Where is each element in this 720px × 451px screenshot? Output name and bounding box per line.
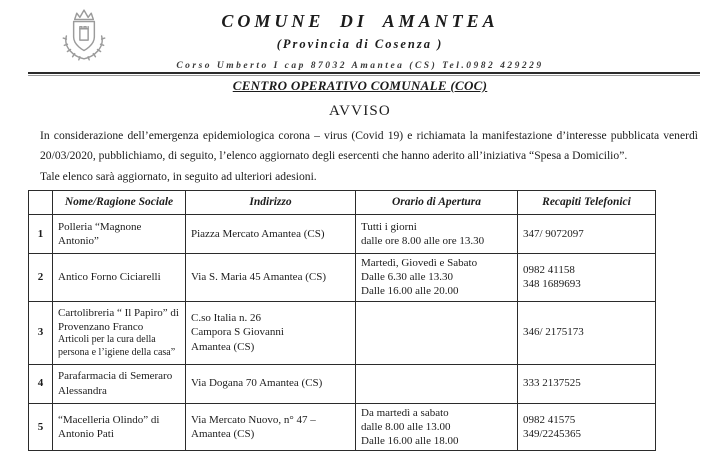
row-number-line: 4 [37,377,44,390]
merchant-name-line: Antico Forno Ciciarelli [58,271,161,284]
header-divider-thick-line [28,72,700,74]
notice-update-note: Tale elenco sarà aggiornato, in seguito ad ulteriori adesioni. [40,169,317,183]
opening-hours-line: Dalle 16.00 alle 18.00 [361,434,459,447]
merchant-name [53,215,186,254]
header-cell-address: Indirizzo [186,191,356,215]
merchant-address-line: Amantea (CS) [191,340,255,353]
merchant-name-subline: persona e l’igiene della casa” [58,346,176,358]
phone-numbers [518,215,656,254]
row-number [29,254,53,301]
opening-hours-line: dalle 8.00 alle 13.00 [361,420,451,433]
coc-heading: CENTRO OPERATIVO COMUNALE (COC) [232,78,488,93]
merchant-address-line: Campora S Giovanni [191,326,284,339]
merchant-name-line: Parafarmacia di Semeraro [58,370,173,383]
table-row [29,364,656,403]
table-row [29,301,656,364]
row-number-line: 2 [37,271,44,284]
opening-hours-line: Martedì, Giovedì e Sabato [361,257,478,270]
merchant-name-line: Antonio” [58,235,99,248]
merchant-address [186,254,356,301]
header-divider-rule [28,72,700,76]
opening-hours-line: Dalle 16.00 alle 20.00 [361,285,459,298]
opening-hours-line: Da martedì a sabato [361,406,449,419]
row-number-line: 3 [37,326,44,339]
row-number [29,215,53,254]
merchant-name [53,254,186,301]
merchant-address-line: Via Dogana 70 Amantea (CS) [191,377,323,390]
merchant-name [53,301,186,364]
table-row [29,403,656,450]
merchant-name-line: Polleria “Magnone [58,221,142,234]
row-number [29,364,53,403]
merchant-name-line: Cartolibreria “ Il Papiro” di [58,306,179,319]
phone-numbers-line: 333 2137525 [523,377,581,390]
phone-numbers [518,403,656,450]
merchant-name-line: Provenzano Franco [58,320,144,333]
address-line: Corso Umberto I cap 87032 Amantea (CS) Tel.0982 429229 [176,61,544,71]
merchant-name [53,364,186,403]
phone-numbers [518,254,656,301]
opening-hours-line: Dalle 6.30 alle 13.30 [361,271,453,284]
merchant-name-line: Antonio Pati [58,427,114,440]
table-header-row [29,191,656,215]
opening-hours-line: Tutti i giorni [361,221,417,234]
header-cell-number [29,191,53,215]
merchant-address [186,301,356,364]
phone-numbers-line: 0982 41158 [523,264,575,277]
merchant-address [186,364,356,403]
merchant-address-line: Via Mercato Nuovo, n° 47 – [191,413,316,426]
phone-numbers [518,364,656,403]
merchant-name-subline: Articoli per la cura della [58,333,156,345]
municipal-coat-of-arms-logo [52,7,116,65]
phone-numbers-line: 348 1689693 [523,278,581,291]
comune-title: COMUNE DI AMANTEA [221,11,499,31]
merchant-name [53,403,186,450]
table-row [29,254,656,301]
province-subtitle: (Provincia di Cosenza ) [276,37,444,51]
header-divider-thin-line [28,75,700,76]
table-row [29,215,656,254]
header-cell-phones: Recapiti Telefonici [518,191,656,215]
opening-hours [356,403,518,450]
row-number-line: 5 [37,420,44,433]
row-number [29,403,53,450]
opening-hours-line: dalle ore 8.00 alle ore 13.30 [361,235,485,248]
phone-numbers-line: 346/ 2175173 [523,326,584,339]
notice-paragraph: In considerazione dell’emergenza epidemiologica corona – virus (Covid 19) e richiamata la manifestazione d’interesse pubblicata venerdì 20/03/2020, pubblichiamo, di seguito, l’elenco aggiornato degli esercenti che hanno aderito all’iniziativa “Spesa a Domicilio”. [40,129,698,162]
row-number [29,301,53,364]
phone-numbers-line: 349/2245365 [523,427,582,440]
phone-numbers-line: 0982 41575 [523,413,576,426]
merchant-address-line: C.so Italia n. 26 [191,312,261,325]
merchants-table-body [29,215,656,450]
opening-hours [356,301,518,364]
opening-hours [356,364,518,403]
phone-numbers-line: 347/ 9072097 [523,228,584,241]
opening-hours [356,254,518,301]
row-number-line: 1 [37,228,44,241]
merchant-name-line: “Macelleria Olindo” di [58,413,160,426]
phone-numbers [518,301,656,364]
merchant-address [186,403,356,450]
opening-hours [356,215,518,254]
header-cell-name: Nome/Ragione Sociale [53,191,186,215]
header-cell-hours: Orario di Apertura [356,191,518,215]
merchant-address-line: Via S. Maria 45 Amantea (CS) [191,271,326,284]
merchants-table [28,190,656,450]
merchant-address-line: Amantea (CS) [191,427,255,440]
merchant-address-line: Piazza Mercato Amantea (CS) [191,228,325,241]
merchant-address [186,215,356,254]
merchant-name-line: Alessandra [58,384,107,397]
avviso-heading: AVVISO [329,103,391,119]
